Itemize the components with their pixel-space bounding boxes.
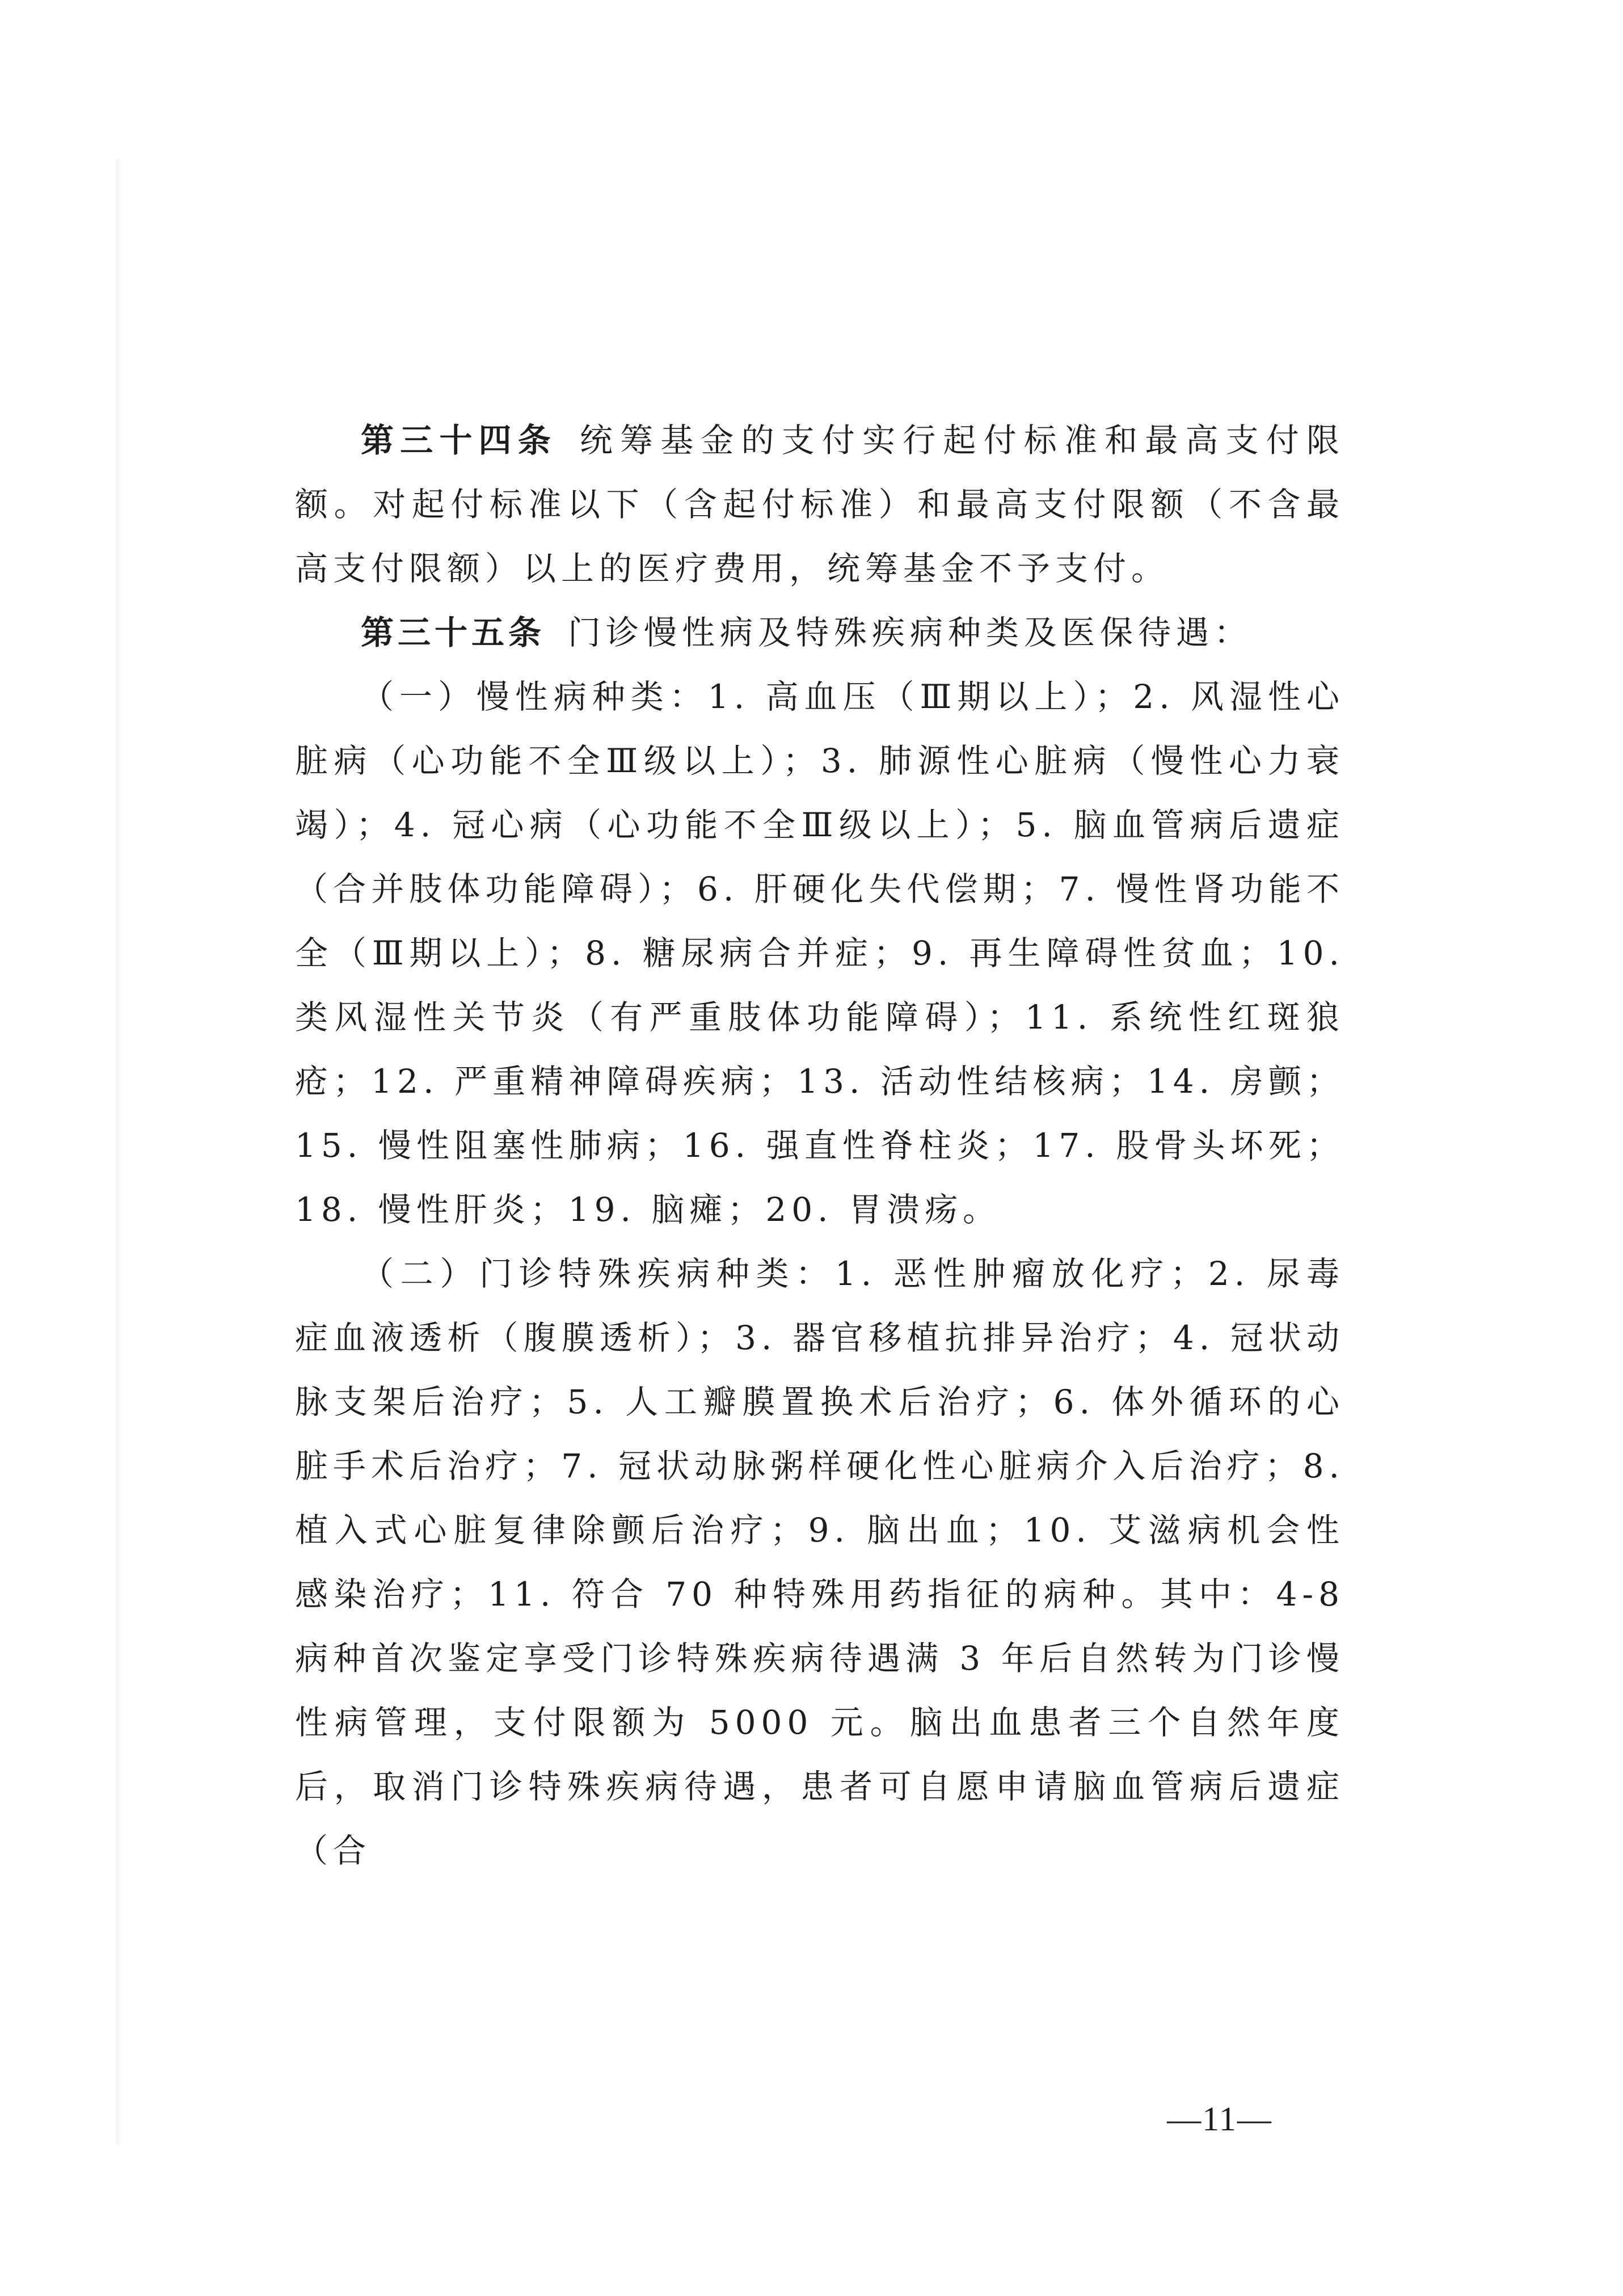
article-34-heading: 第三十四条 [361, 421, 557, 460]
article-35-paragraph [295, 601, 1344, 665]
scan-shadow-edge [116, 159, 122, 2145]
article-35-heading: 第三十五条 [361, 613, 546, 652]
chronic-disease-list: （一）慢性病种类：1. 高血压（Ⅲ期以上）；2. 风湿性心脏病（心功能不全Ⅲ级以上）；3. 肺源性心脏病（慢性心力衰竭）；4. 冠心病（心功能不全Ⅲ级以上）；5. 脑血管病后遗症（合并肢体功能障碍）；6. 肝硬化失代偿期；7. 慢性肾功能不全（Ⅲ期以上）；8. 糖尿病合并症；9. 再生障碍性贫血；10. 类风湿性关节炎（有严重肢体功能障碍）；11. 系统性红斑狼疮；12. 严重精神障碍疾病；13. 活动性结核病；14. 房颤；15. 慢性阻塞性肺病；16. 强直性脊柱炎；17. 股骨头坏死；18. 慢性肝炎；19. 脑瘫；20. 胃溃疡。 [295, 677, 1344, 1229]
document-body [295, 408, 1344, 1883]
article-34-paragraph [295, 408, 1344, 601]
page-number: —11— [1167, 2100, 1272, 2138]
special-disease-list: （二）门诊特殊疾病种类：1. 恶性肿瘤放化疗；2. 尿毒症血液透析（腹膜透析）；3. 器官移植抗排异治疗；4. 冠状动脉支架后治疗；5. 人工瓣膜置换术后治疗；6. 体外循环的心脏手术后治疗；7. 冠状动脉粥样硬化性心脏病介入后治疗；8. 植入式心脏复律除颤后治疗；9. 脑出血；10. 艾滋病机会性感染治疗；11. 符合 70 种特殊用药指征的病种。其中：4-8 病种首次鉴定享受门诊特殊疾病待遇满 3 年后自然转为门诊慢性病管理，支付限额为 5000 元。脑出血患者三个自然年度后，取消门诊特殊疾病待遇，患者可自愿申请脑血管病后遗症（合 [295, 1254, 1344, 1870]
article-34-text: 统筹基金的支付实行起付标准和最高支付限额。对起付标准以下（含起付标准）和最高支付限额（不含最高支付限额）以上的医疗费用，统筹基金不予支付。 [295, 421, 1344, 588]
article-35-text: 门诊慢性病及特殊疾病种类及医保待遇： [568, 613, 1253, 652]
